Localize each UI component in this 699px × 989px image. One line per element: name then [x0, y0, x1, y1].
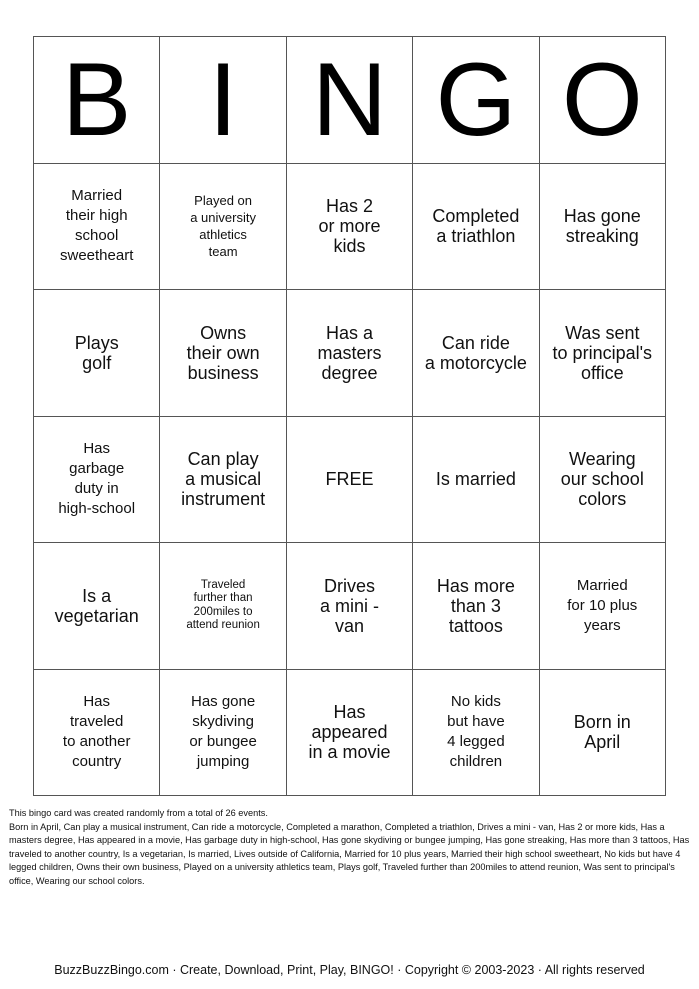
bingo-cell-text: Has garbage duty in high-school	[58, 440, 136, 518]
bingo-cell-text: Traveled further than 200miles to attend reunion	[186, 578, 260, 632]
bingo-cell-text: Has 2 or more kids	[318, 196, 381, 257]
bingo-cell	[287, 670, 413, 797]
bingo-cell	[287, 290, 413, 417]
bingo-cell-text: Was sent to principal's office	[552, 322, 653, 383]
header-letter-o: O	[540, 37, 666, 164]
bingo-cell	[160, 543, 286, 670]
bingo-cell	[413, 670, 539, 797]
bingo-cell	[34, 543, 160, 670]
bingo-card	[33, 36, 666, 796]
bingo-cell	[413, 543, 539, 670]
bingo-cell	[413, 417, 539, 544]
bingo-cell-text: Can ride a motorcycle	[424, 332, 527, 373]
bingo-cell-text: Born in April	[573, 712, 631, 753]
bingo-cell	[160, 670, 286, 797]
bingo-cell	[287, 417, 413, 544]
bingo-cell	[287, 164, 413, 291]
bingo-cell-text: Plays golf	[74, 332, 119, 373]
bingo-cell	[34, 290, 160, 417]
bingo-cell	[540, 543, 666, 670]
bingo-cell-text: Has more than 3 tattoos	[436, 575, 515, 636]
bingo-cell-text: Married for 10 plus years	[567, 576, 638, 634]
bingo-cell-text: Has gone streaking	[563, 206, 641, 247]
card-summary	[9, 807, 690, 889]
bingo-cell	[160, 290, 286, 417]
bingo-cell-text: Drives a mini - van	[319, 575, 379, 636]
bingo-cell-text: Married their high school sweetheart	[60, 187, 134, 265]
bingo-cell-text: Is a vegetarian	[54, 585, 139, 626]
bingo-cell-text: Has appeared in a movie	[308, 702, 391, 763]
bingo-cell	[34, 670, 160, 797]
bingo-cell	[413, 164, 539, 291]
footer-copyright: BuzzBuzzBingo.com · Create, Download, Print, Play, BINGO! · Copyright © 2003-2023 · All rights reserved	[54, 963, 645, 977]
bingo-cell-text: Is married	[435, 469, 516, 490]
bingo-cell	[287, 543, 413, 670]
header-letter-b: B	[34, 37, 160, 164]
bingo-cell-text: Owns their own business	[186, 322, 260, 383]
header-letter-g: G	[413, 37, 539, 164]
bingo-cell	[160, 164, 286, 291]
bingo-cell	[540, 670, 666, 797]
bingo-cell-text: Has a masters degree	[317, 322, 382, 383]
bingo-cell-text: Can play a musical instrument	[181, 449, 266, 510]
bingo-cell	[413, 290, 539, 417]
bingo-cell	[540, 417, 666, 544]
bingo-cell-text: Has traveled to another country	[62, 693, 131, 771]
bingo-cell-text: Wearing our school colors	[560, 449, 644, 510]
bingo-cell-text: No kids but have 4 legged children	[447, 693, 505, 771]
bingo-cell	[540, 290, 666, 417]
bingo-cell	[34, 164, 160, 291]
bingo-cell	[160, 417, 286, 544]
bingo-cell-text: Has gone skydiving or bungee jumping	[189, 693, 257, 771]
bingo-cell-text: Played on a university athletics team	[190, 193, 256, 260]
bingo-cell-text: FREE	[325, 469, 374, 490]
bingo-cell-text: Completed a triathlon	[432, 206, 520, 247]
bingo-cell	[34, 417, 160, 544]
header-letter-n: N	[287, 37, 413, 164]
summary-events: Born in April, Can play a musical instrument, Can ride a motorcycle, Completed a marathon, Completed a triathlon, Drives a mini - van, Has 2 or more kids, Has a masters degree, Has appeared in a movie, Has garbage duty in high-school, Has gone skydiving or bungee jumping, Has gone streaking, Has more than 3 tattoos, Has traveled to another country, Is a vegetarian, Is married, Lives outside of California, Married for 10 plus years, Married their high school sweetheart, No kids but have 4 legged children, Owns their own business, Played on a university athletics team, Plays golf, Traveled further than 200miles to attend reunion, Was sent to principal's office, Wearing our school colors.	[9, 821, 690, 886]
summary-intro: This bingo card was created randomly from a total of 26 events.	[9, 808, 268, 818]
bingo-cell	[540, 164, 666, 291]
header-letter-i: I	[160, 37, 286, 164]
